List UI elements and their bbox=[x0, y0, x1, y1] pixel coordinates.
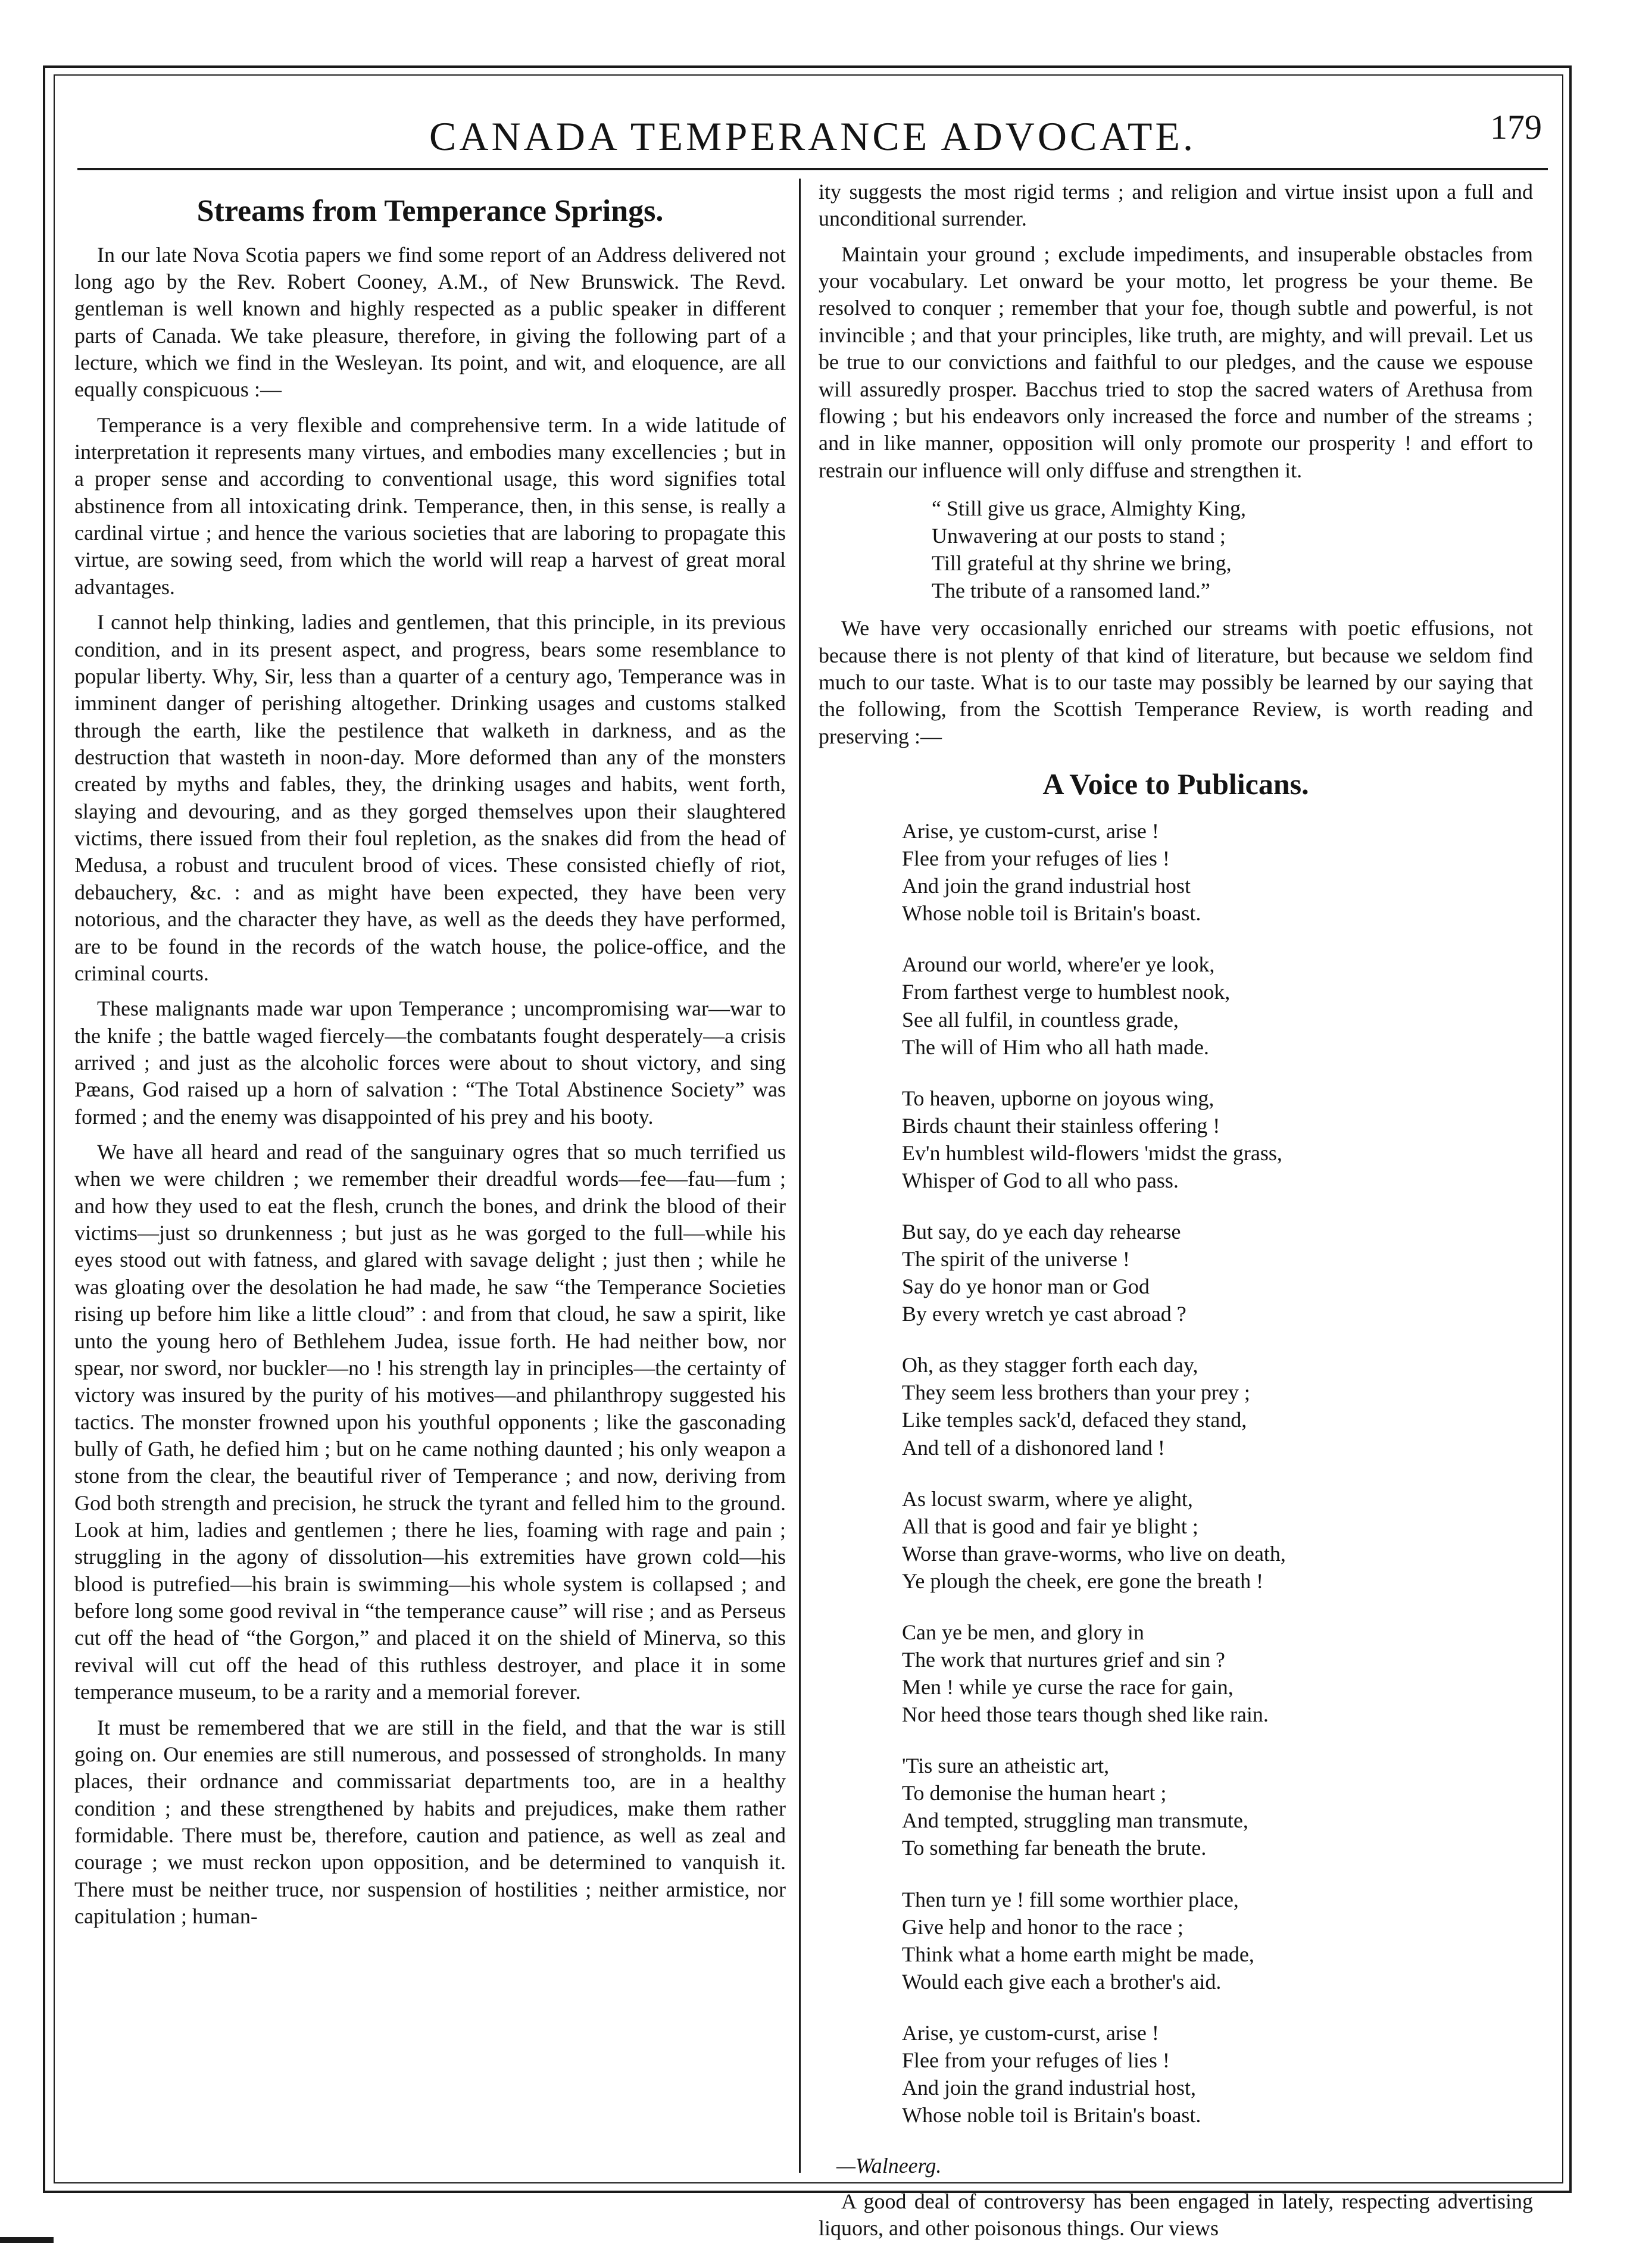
poem-line: Arise, ye custom-curst, arise ! bbox=[902, 819, 1159, 844]
poem-line: Flee from your refuges of lies ! bbox=[902, 2048, 1170, 2072]
poem-line: Would each give each a brother's aid. bbox=[902, 1969, 1222, 1994]
poem-line: Give help and honor to the race ; bbox=[902, 1914, 1184, 1939]
masthead-title: CANADA TEMPERANCE ADVOCATE. bbox=[429, 114, 1196, 159]
right-column bbox=[819, 179, 1533, 2240]
poem-line: To heaven, upborne on joyous wing, bbox=[902, 1086, 1214, 1110]
continued-text: ity suggests the most rigid terms ; and religion and virtue insist upon a full and unconditional surrender. bbox=[819, 180, 1533, 231]
poem-line: The work that nurtures grief and sin ? bbox=[902, 1648, 1225, 1672]
poem-stanza bbox=[902, 951, 1533, 1060]
page-corner-mark bbox=[0, 2237, 54, 2243]
column-divider bbox=[799, 179, 801, 2173]
poem-stanza bbox=[902, 1485, 1533, 1595]
header-rule bbox=[77, 168, 1548, 170]
poem-stanza bbox=[902, 1351, 1533, 1461]
page-number: 179 bbox=[1490, 108, 1542, 146]
body-paragraph: We have all heard and read of the sanguinary ogres that so much terrified us when we were children ; we remember their dreadful words—fee—fau—fum ; and how they used to eat the flesh, crunch the bones, and drink the blood of their victims—just so drunkenness ; but just as he was gorged to the full—while his eyes stood out with fatness, and glared with savage delight ; just then ; while he was gloating over the desolation he had made, he saw “the Temperance Societies rising up before him like a little cloud” : and from that cloud, he saw a spirit, like unto the young hero of Bethlehem Judea, issue forth. He had neither bow, nor spear, nor sword, nor buckler—no ! his strength lay in principles—the certainty of victory was insured by the purity of his motives—and philanthropy suggested his tactics. The monster frowned upon his youthful opponents ; like the gasconading bully of Gath, he defied him ; but on he came nothing daunted ; his only weapon a stone from the clear, the beautiful river of Temperance ; and now, deriving from God both strength and precision, he struck the tyrant and felled him to the ground. Look at him, ladies and gentlemen ; there he lies, foaming with rage and pain ; struggling in the agony of dissolution—his extremities have grown cold—his blood is putrefied—his brain is swimming—his whole system is collapsed ; and before long some good revival in “the temperance cause” will rise ; and as Perseus cut off the head of “the Gorgon,” and placed it on the shield of Minerva, so this revival will cut off the head of this ruthless destroyer, and place it in some temperance museum, to be a rarity and a memorial forever. bbox=[74, 1140, 786, 1704]
poem-line: See all fulfil, in countless grade, bbox=[902, 1007, 1179, 1032]
poem-line: Say do ye honor man or God bbox=[902, 1274, 1150, 1299]
hymn-quote bbox=[932, 495, 1533, 604]
poem-stanza bbox=[902, 1085, 1533, 1194]
poem-line: To something far beneath the brute. bbox=[902, 1836, 1207, 1860]
poem-line: The will of Him who all hath made. bbox=[902, 1035, 1209, 1059]
poem-stanza bbox=[902, 817, 1533, 927]
poem-line: And join the grand industrial host bbox=[902, 874, 1191, 898]
poem-line: Whose noble toil is Britain's boast. bbox=[902, 901, 1201, 926]
quote-line: Till grateful at thy shrine we bring, bbox=[932, 551, 1232, 576]
poem-line: Birds chaunt their stainless offering ! bbox=[902, 1113, 1220, 1138]
poem-line: To demonise the human heart ; bbox=[902, 1781, 1167, 1805]
body-paragraph: These malignants made war upon Temperance ; uncompromising war—war to the knife ; the battle waged fiercely—the combatants fought desperately—a crisis arrived ; and just as the alcoholic forces were about to shout victory, and sing Pæans, God raised up a horn of salvation : “The Total Abstinence Society” was formed ; and the enemy was disappointed of his prey and his booty. bbox=[74, 996, 786, 1129]
closing-paragraph: A good deal of controversy has been engaged in lately, respecting advertising liquors, and other poisonous things. Our views bbox=[819, 2189, 1533, 2240]
poem-line: And tempted, struggling man transmute, bbox=[902, 1808, 1248, 1833]
quote-line: “ Still give us grace, Almighty King, bbox=[932, 496, 1246, 520]
poem-stanza bbox=[902, 1619, 1533, 1728]
poem-title: A Voice to Publicans. bbox=[1042, 767, 1309, 801]
poem-line: Ev'n humblest wild-flowers 'midst the grass, bbox=[902, 1141, 1282, 1165]
intro-paragraph: In our late Nova Scotia papers we find some report of an Address delivered not long ago by the Rev. Robert Cooney, A.M., of New Brunswick. The Revd. gentleman is well known and highly respected as a public speaker in different parts of Canada. We take pleasure, therefore, in giving the following part of a lecture, which we find in the Wesleyan. Its point, and wit, and eloquence, are all equally conspicuous :— bbox=[74, 242, 786, 402]
poem-line: And join the grand industrial host, bbox=[902, 2076, 1196, 2100]
poem bbox=[902, 817, 1533, 2129]
poem-stanza bbox=[902, 1218, 1533, 1327]
body-paragraph: Temperance is a very flexible and comprehensive term. In a wide latitude of interpretation it represents many virtues, and embodies many excellencies ; but in a proper sense and according to conventional usage, this word signifies total abstinence from all intoxicating drink. Temperance, then, in this sense, is really a cardinal virtue ; and hence the various societies that are laboring to propagate this virtue, are sowing seed, from which the world will reap a harvest of great moral advantages. bbox=[74, 413, 786, 599]
body-paragraph: It must be remembered that we are still in the field, and that the war is still going on. Our enemies are still numerous, and possessed of strongholds. In many places, their ordnance and commissariat departments too, are in a healthy condition ; and these strengthened by habits and prejudices, make them rather formidable. There must be, therefore, caution and patience, as well as zeal and courage ; we must reckon upon opposition, and be determined to vanquish it. There must be neither truce, nor suspension of hostilities ; neither armistice, nor capitulation ; human- bbox=[74, 1715, 786, 1929]
poem-line: Whose noble toil is Britain's boast. bbox=[902, 2103, 1201, 2128]
poem-line: Arise, ye custom-curst, arise ! bbox=[902, 2020, 1159, 2045]
body-paragraph: Maintain your ground ; exclude impediments, and insuperable obstacles from your vocabulary. Let onward be your motto, let progress be your theme. Be resolved to conquer ; remember that your foe, though subtle and powerful, is not invincible ; and that your principles, like truth, are mighty, and will prevail. Let us be true to our convictions and faithful to our pledges, and the cause we espouse will assuredly prosper. Bacchus tried to stop the sacred waters of Arethusa from flowing ; but his endeavors only increased the force and number of the streams ; and in like manner, opposition will only promote our prosperity ! and effort to restrain our influence will only diffuse and strengthen it. bbox=[819, 242, 1533, 482]
poem-signature: —Walneerg. bbox=[836, 2154, 942, 2178]
poem-stanza bbox=[902, 2019, 1533, 2129]
poem-line: Worse than grave-worms, who live on death, bbox=[902, 1541, 1286, 1566]
poem-line: Whisper of God to all who pass. bbox=[902, 1168, 1179, 1192]
poem-line: Men ! while ye curse the race for gain, bbox=[902, 1675, 1234, 1700]
poem-line: Flee from your refuges of lies ! bbox=[902, 846, 1170, 871]
left-column bbox=[74, 179, 786, 2173]
poem-line: Oh, as they stagger forth each day, bbox=[902, 1353, 1198, 1377]
poem-line: 'Tis sure an atheistic art, bbox=[902, 1754, 1110, 1778]
poem-line: As locust swarm, where ye alight, bbox=[902, 1486, 1193, 1511]
quote-line: The tribute of a ransomed land.” bbox=[932, 579, 1210, 603]
poem-line: But say, do ye each day rehearse bbox=[902, 1220, 1181, 1244]
body-paragraph: I cannot help thinking, ladies and gentlemen, that this principle, in its previous condition, and in its present aspect, and progress, bears some resemblance to popular liberty. Why, Sir, less than a quarter of a century ago, Temperance was in imminent danger of perishing altogether. Drinking usages and customs stalked through the earth, like the pestilence that walketh in darkness, and as the destruction that wasteth in noon-day. More deformed than any of the monsters created by myths and fables, they, the drinking usages and habits, went forth, slaying and devouring, and as they gorged themselves upon their slaughtered victims, there issued from their foul repletion, as the snakes did from the head of Medusa, a robust and truculent brood of vices. These consisted chiefly of riot, debauchery, &c. : and as might have been expected, they have been very notorious, and the character they have, as well as the deeds they have performed, are to be found in the records of the watch house, the police-office, and the criminal courts. bbox=[74, 610, 786, 985]
poem-line: By every wretch ye cast abroad ? bbox=[902, 1302, 1186, 1326]
poem-line: Nor heed those tears though shed like rain. bbox=[902, 1702, 1269, 1727]
poem-line: Like temples sack'd, defaced they stand, bbox=[902, 1408, 1247, 1432]
article-headline: Streams from Temperance Springs. bbox=[196, 194, 664, 228]
poem-line: Can ye be men, and glory in bbox=[902, 1620, 1144, 1644]
poem-stanza bbox=[902, 1886, 1533, 1995]
poem-line: The spirit of the universe ! bbox=[902, 1247, 1130, 1272]
poem-line: Then turn ye ! fill some worthier place, bbox=[902, 1887, 1239, 1911]
body-paragraph: We have very occasionally enriched our streams with poetic effusions, not because there is not plenty of that kind of literature, but because we seldom find much to our taste. What is to our taste may possibly be learned by our saying that the following, from the Scottish Temperance Review, is worth reading and preserving :— bbox=[819, 616, 1533, 748]
poem-line: From farthest verge to humblest nook, bbox=[902, 980, 1231, 1004]
poem-line: Around our world, where'er ye look, bbox=[902, 952, 1215, 977]
poem-stanza bbox=[902, 1752, 1533, 1861]
page-header bbox=[77, 89, 1548, 167]
poem-line: Think what a home earth might be made, bbox=[902, 1942, 1254, 1966]
poem-line: They seem less brothers than your prey ; bbox=[902, 1380, 1250, 1405]
poem-line: All that is good and fair ye blight ; bbox=[902, 1514, 1198, 1538]
poem-line: And tell of a dishonored land ! bbox=[902, 1435, 1165, 1460]
quote-line: Unwavering at our posts to stand ; bbox=[932, 524, 1226, 548]
poem-line: Ye plough the cheek, ere gone the breath ! bbox=[902, 1569, 1264, 1593]
